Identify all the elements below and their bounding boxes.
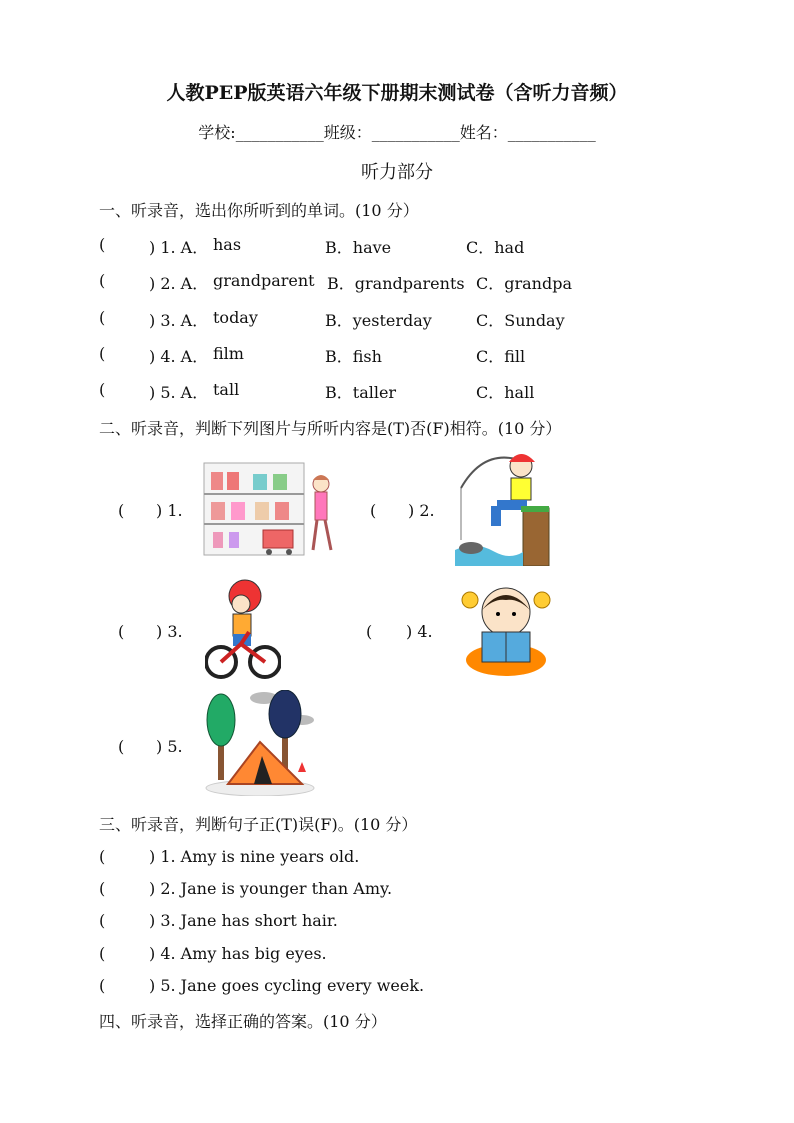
answer-paren[interactable]: ( [99, 308, 106, 327]
student-info-line: 学校:___________班级：___________姓名：___________ [198, 123, 596, 142]
question-number: ) 1. A． [149, 238, 209, 257]
sentence-text: ) 2. Jane is younger than Amy. [149, 879, 393, 898]
option-b: B．fish [325, 347, 382, 366]
option-a: film [213, 344, 244, 363]
question-number: ) 5. [156, 737, 183, 756]
answer-paren[interactable]: ( [99, 944, 106, 963]
question-number: ) 5. A． [149, 383, 209, 402]
s2-question-1 [118, 501, 198, 520]
s3-question-1 [99, 847, 499, 867]
question-number: ) 4. A． [149, 347, 209, 366]
option-c: C．grandpa [476, 274, 573, 293]
s3-question-2 [99, 879, 499, 899]
s2-question-5 [118, 737, 198, 756]
reading-girl-icon [458, 580, 554, 676]
answer-paren[interactable]: ( [99, 271, 106, 290]
option-b: B．taller [325, 383, 397, 402]
question-number: ) 4. [406, 622, 433, 641]
option-a: tall [213, 380, 240, 399]
s1-question-3 [99, 308, 659, 328]
answer-paren[interactable]: ( [99, 911, 106, 930]
section1-heading: 一、听录音，选出你所听到的单词。(10 分） [99, 201, 419, 220]
fishing-boy-icon [455, 448, 550, 566]
section4-heading: 四、听录音，选择正确的答案。(10 分） [99, 1012, 387, 1031]
question-number: ) 3. [156, 622, 183, 641]
s3-question-3 [99, 911, 499, 931]
s3-question-5 [99, 976, 499, 996]
answer-paren[interactable]: ( [99, 879, 106, 898]
option-a: today [213, 308, 258, 327]
sentence-text: ) 5. Jane goes cycling every week. [149, 976, 425, 995]
option-b: B．have [325, 238, 392, 257]
sentence-text: ) 1. Amy is nine years old. [149, 847, 360, 866]
listening-heading: 听力部分 [361, 162, 433, 183]
section2-heading: 二、听录音，判断下列图片与所听内容是(T)否(F)相符。(10 分） [99, 419, 562, 438]
option-c: C．hall [476, 383, 535, 402]
s2-question-3 [118, 622, 198, 641]
option-c: C．Sunday [476, 311, 565, 330]
option-b: B．yesterday [325, 311, 432, 330]
question-number: ) 2. [408, 501, 435, 520]
answer-paren[interactable]: ( [99, 344, 106, 363]
shopping-scene-icon [203, 462, 343, 558]
answer-paren[interactable]: ( [370, 501, 377, 520]
sentence-text: ) 3. Jane has short hair. [149, 911, 338, 930]
s2-question-4 [366, 622, 446, 641]
cycling-boy-icon [205, 578, 281, 680]
option-a: has [213, 235, 242, 254]
option-c: C．fill [476, 347, 526, 366]
s1-question-4 [99, 344, 659, 364]
sentence-text: ) 4. Amy has big eyes. [149, 944, 327, 963]
question-number: ) 3. A． [149, 311, 209, 330]
answer-paren[interactable]: ( [99, 976, 106, 995]
question-number: ) 1. [156, 501, 183, 520]
answer-paren[interactable]: ( [366, 622, 373, 641]
answer-paren[interactable]: ( [118, 737, 125, 756]
page-title: 人教PEP版英语六年级下册期末测试卷（含听力音频） [166, 82, 628, 104]
answer-paren[interactable]: ( [99, 847, 106, 866]
answer-paren[interactable]: ( [118, 501, 125, 520]
question-number: ) 2. A． [149, 274, 209, 293]
answer-paren[interactable]: ( [99, 235, 106, 254]
section3-heading: 三、听录音，判断句子正(T)误(F)。(10 分） [99, 815, 418, 834]
answer-paren[interactable]: ( [118, 622, 125, 641]
option-a: grandparent [213, 271, 315, 290]
answer-paren[interactable]: ( [99, 380, 106, 399]
s1-question-2 [99, 271, 659, 291]
s1-question-1 [99, 235, 659, 255]
s2-question-2 [370, 501, 450, 520]
camping-tent-icon [204, 690, 316, 796]
option-b: B．grandparents [327, 274, 465, 293]
option-c: C．had [466, 238, 525, 257]
s1-question-5 [99, 380, 659, 400]
s3-question-4 [99, 944, 499, 964]
